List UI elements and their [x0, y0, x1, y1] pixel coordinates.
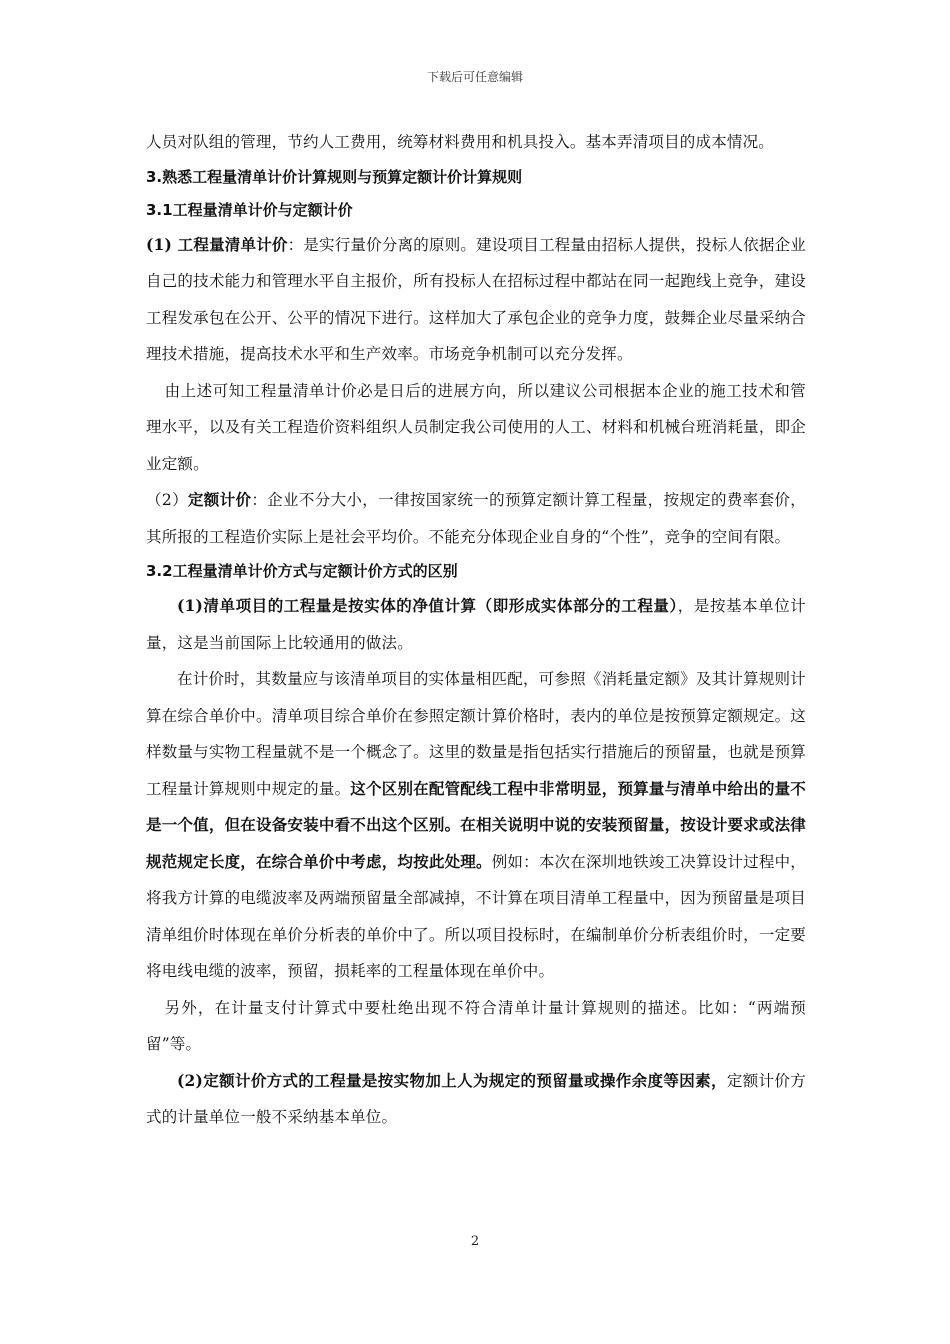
page-number: 2 [470, 1234, 480, 1249]
paragraph-3: 由上述可知工程量清单计价必是日后的进展方向，所以建议公司根据本企业的施工技术和管理水平，以及有关工程造价资料组织人员制定我公司使用的人工、材料和机械台班消耗量，即企业定额。 [146, 381, 806, 473]
heading-3-1: 3.1工程量清单计价与定额计价 [146, 200, 353, 219]
paragraph-2-text: ：是实行量价分离的原则。建设项目工程量由招标人提供，投标人依据企业自己的技术能力和管理水平自主报价，所有投标人在招标过程中都站在同一起跑线上竞争，建设工程发承包在公开、公平的情况下进行。这样加大了承包企业的竞争力度，鼓舞企业尽量采纳合理技术措施，提高技术水平和生产效率。市场竞争机制可以充分发挥。 [146, 235, 806, 363]
paragraph-4-text: ：企业不分大小，一律按国家统一的预算定额计算工程量，按规定的费率套价，其所报的工程造价实际上是社会平均价。不能充分体现企业自身的“个性”，竞争的空间有限。 [146, 491, 806, 546]
paragraph-6-bold: 这个区别在配管配线工程中非常明显，预算量与清单中给出的量不是一个值，但在设备安装中看不出这个区别。在相关说明中说的安装预留量，按设计要求或法律规范规定长度，在综合单价中考虑，均按此处理。 [146, 778, 806, 871]
term-bill-of-quantities: (1) 工程量清单计价 [146, 234, 288, 254]
paragraph-6-text-a: 在计价时，其数量应与该清单项目的实体量相匹配，可参照《消耗量定额》及其计算规则计算在综合单价中。清单项目综合单价在参照定额计算价格时，表内的单位是按预算定额规定。这样数量与实物工程量就不是一个概念了。这里的数量是指包括实行措施后的预留量，也就是预算工程量计算规则中规定的量。 [146, 670, 806, 798]
paragraph-4-prefix: （2） [146, 491, 188, 509]
paragraph-5-text: ，是按基本单位计量，这是当前国际上比较通用的做法。 [146, 597, 806, 652]
paragraph-5 [146, 588, 806, 661]
paragraph-6-text-c: 例如：本次在深圳地铁竣工决算设计过程中，将我方计算的电缆波率及两端预留量全部减掉，不计算在项目清单工程量中，因为预留量是项目清单组价时体现在单价分析表的单价中了。所以项目投标时，在编制单价分析表组价时，一定要将电线电缆的波率，预留，损耗率的工程量体现在单价中。 [146, 852, 806, 980]
paragraph-2 [146, 227, 806, 373]
paragraph-8-text: 定额计价方式的计量单位一般不采纳基本单位。 [146, 1071, 806, 1126]
paragraph-8 [146, 1063, 806, 1136]
paragraph-7: 另外，在计量支付计算式中要杜绝出现不符合清单计量计算规则的描述。比如：“两端预留”等。 [146, 998, 806, 1053]
paragraph-1: 人员对队组的管理，节约人工费用，统筹材料费用和机具投入。基本弄清项目的成本情况。 [146, 133, 775, 151]
paragraph-8-bold: (2)定额计价方式的工程量是按实物加上人为规定的预留量或操作余度等因素， [177, 1070, 727, 1090]
page-header: 下载后可任意编辑 [426, 70, 523, 84]
heading-3-2: 3.2工程量清单计价方式与定额计价方式的区别 [146, 562, 458, 580]
paragraph-4 [146, 482, 806, 555]
heading-3: 3.熟悉工程量清单计价计算规则与预算定额计价计算规则 [146, 167, 523, 186]
page-content [146, 124, 806, 1136]
paragraph-5-bold: (1)清单项目的工程量是按实体的净值计算（即形成实体部分的工程量） [177, 596, 678, 615]
paragraph-6 [146, 661, 806, 990]
term-quota-pricing: 定额计价 [187, 490, 252, 509]
